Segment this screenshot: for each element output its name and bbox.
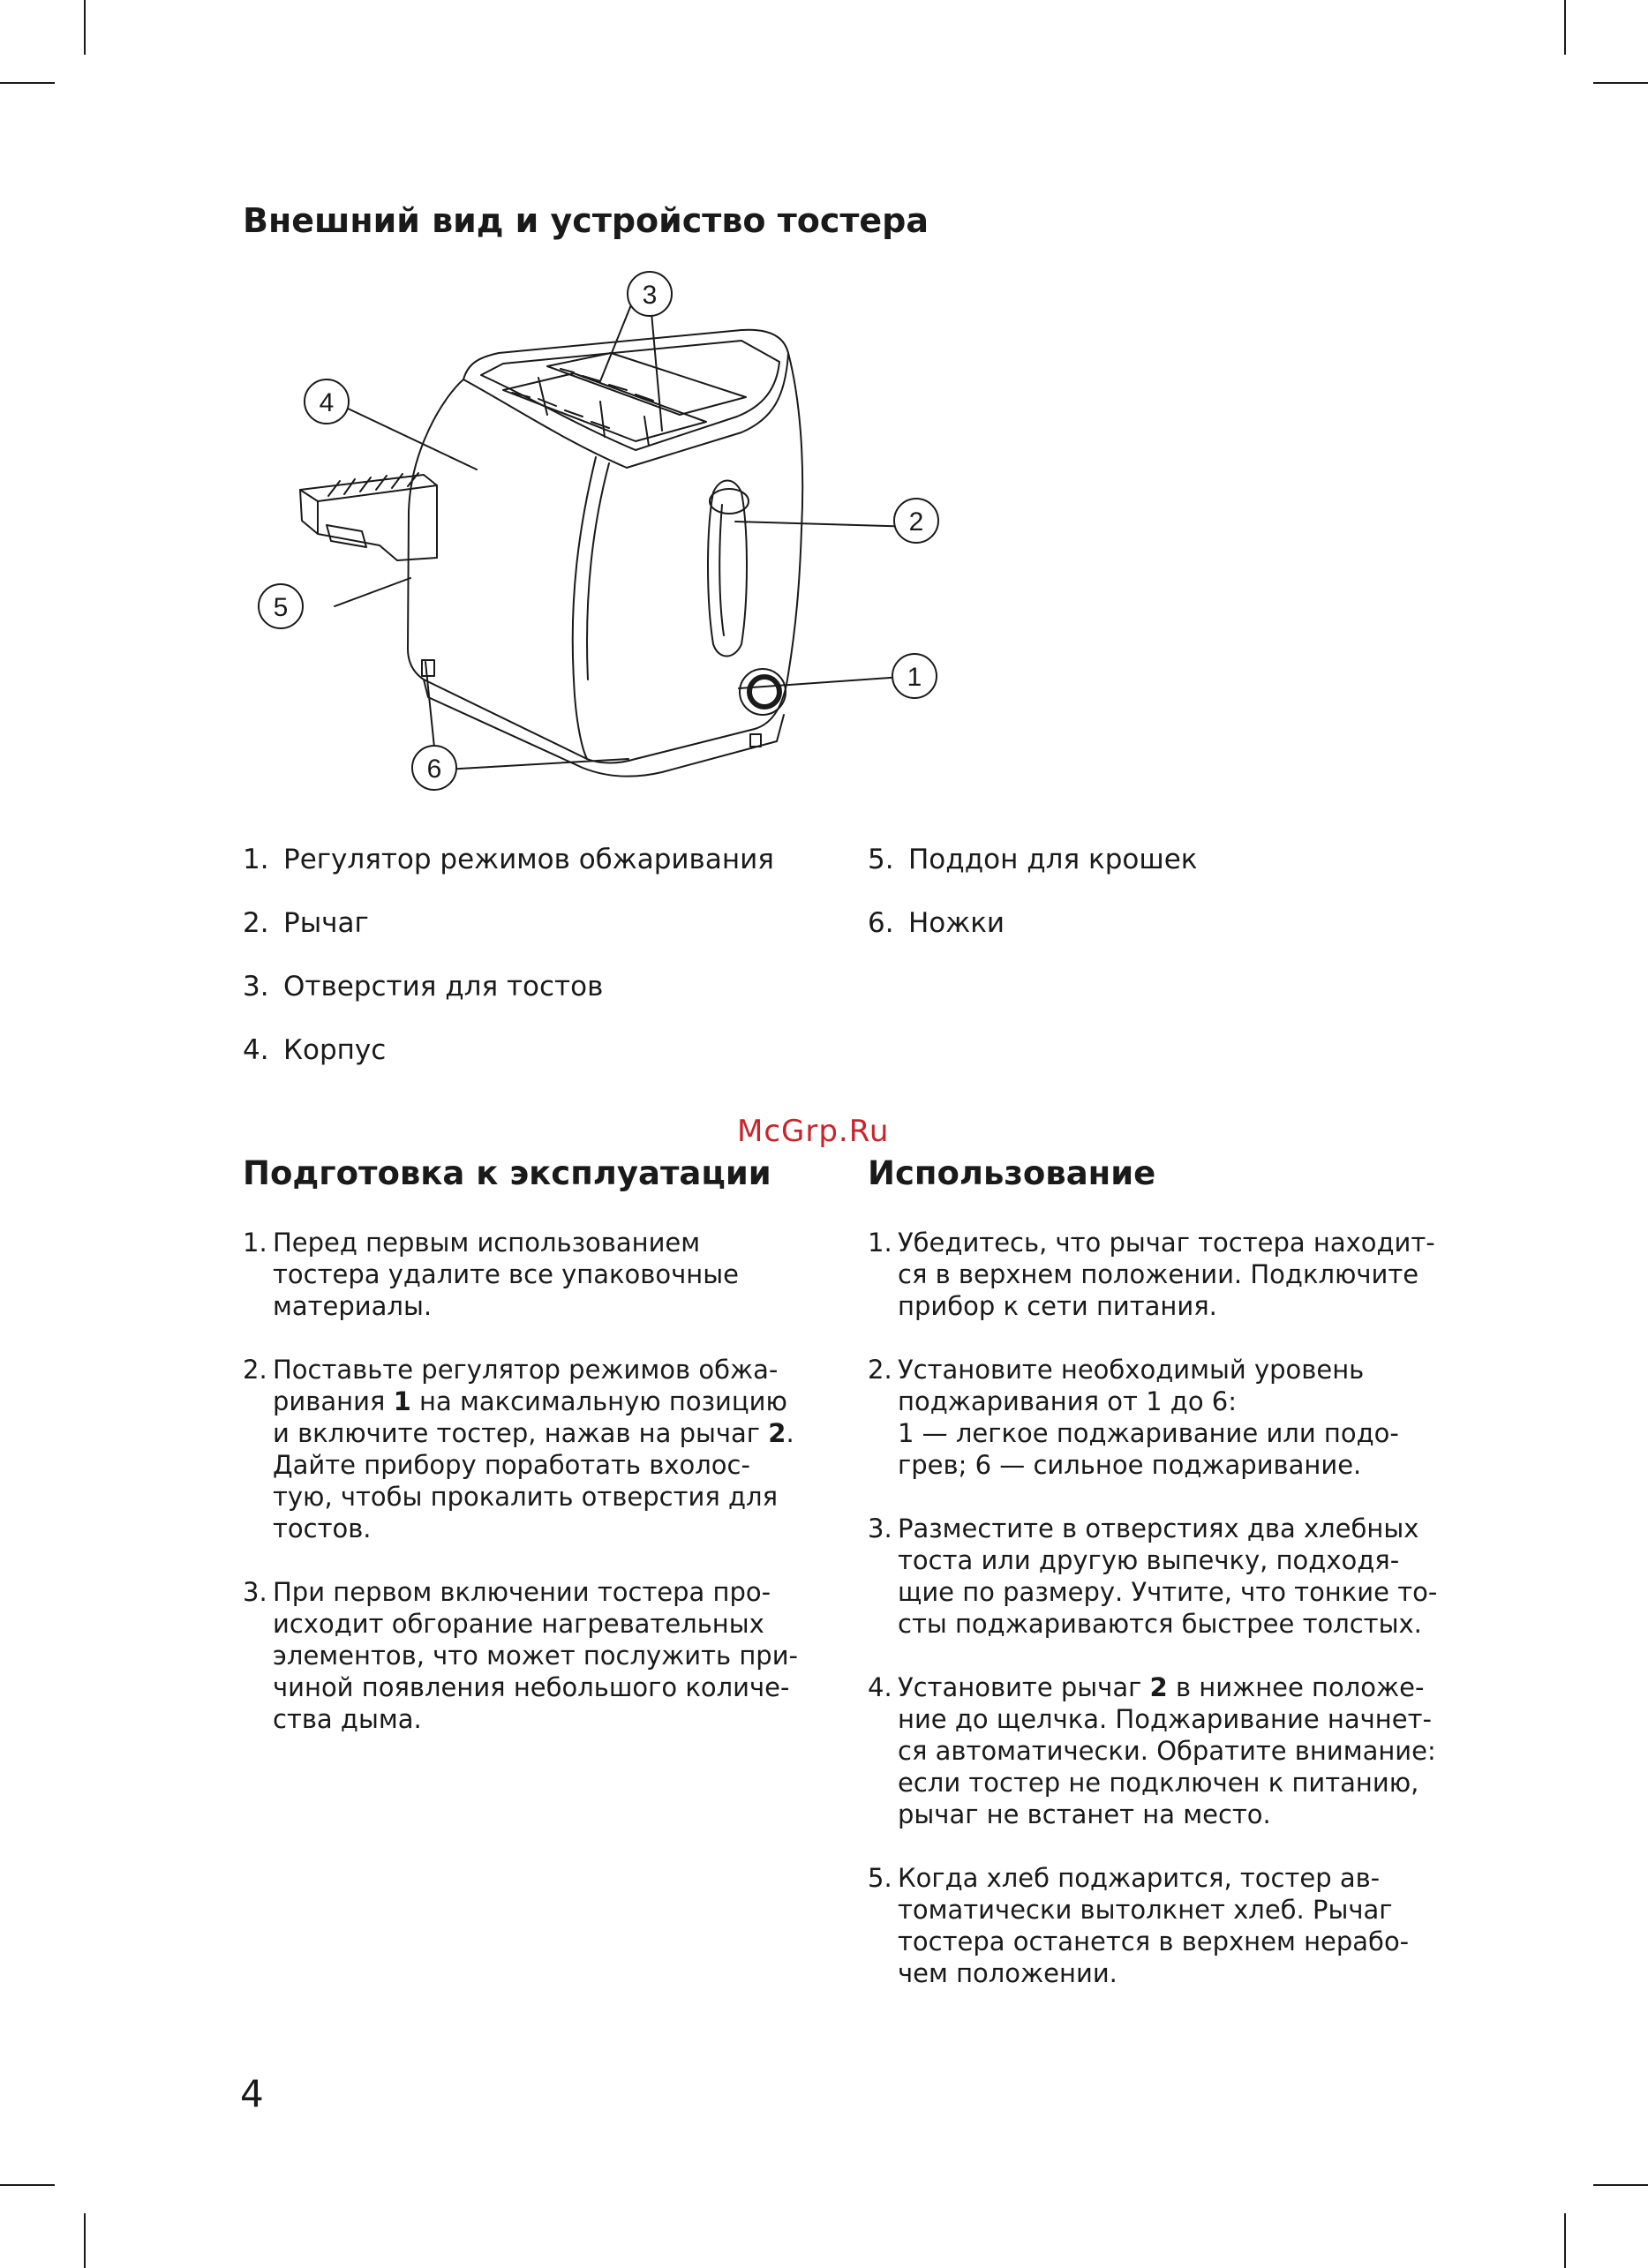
list-item: 1. Перед первым использованием тостера удалите все упаковочные материалы. xyxy=(243,1228,739,1321)
list-item: 4. Установите рычаг 2 в нижнее положе- ние до щелчка. Поджаривание начнет- ся автоматически. Обратите внимание: если тостер не подключен к питанию, рычаг не встанет на место. xyxy=(868,1672,1436,1829)
list-item: 4. Корпус xyxy=(243,1034,387,1066)
crop-mark xyxy=(84,0,86,55)
crumb-tray xyxy=(300,475,437,501)
preparation-steps xyxy=(243,1227,825,1767)
callout-label-4: 4 xyxy=(319,388,335,417)
parts-list-left xyxy=(243,838,774,1093)
list-item: 2. Поставьте регулятор режимов обжа- ривания 1 на максимальную позицию и включите тостер, нажав на рычаг 2. Дайте прибору поработать вхолос- тую, чтобы прокалить отверстия для тостов. xyxy=(243,1355,794,1543)
crop-mark xyxy=(1564,0,1566,55)
list-item: 3. Разместите в отверстиях два хлебных тоста или другую выпечку, подходя- щие по размеру. Учтите, что тонкие то- сты поджариваются быстрее толстых. xyxy=(868,1513,1438,1639)
list-item: 2. Установите необходимый уровень поджаривания от 1 до 6: 1 — легкое поджаривание или подо- грев; 6 — сильное поджаривание. xyxy=(868,1355,1399,1480)
lever-slot xyxy=(708,481,747,657)
page-number: 4 xyxy=(240,2072,264,2115)
usage-steps xyxy=(868,1227,1468,2021)
callout-label-6: 6 xyxy=(426,755,442,784)
list-item: 2. Рычаг xyxy=(243,907,369,939)
crop-mark xyxy=(1593,82,1648,84)
callout-label-3: 3 xyxy=(642,281,658,310)
preparation-heading: Подготовка к эксплуатации xyxy=(243,1154,771,1192)
list-item: 3. Отверстия для тостов xyxy=(243,971,604,1003)
watermark: McGrp.Ru xyxy=(737,1114,890,1149)
crop-mark xyxy=(1593,2184,1648,2186)
list-item: 1. Регулятор режимов обжаривания xyxy=(243,844,774,875)
toaster-diagram xyxy=(247,265,971,812)
crop-mark xyxy=(1564,2213,1566,2268)
callout-label-1: 1 xyxy=(907,663,922,692)
toast-slot-back xyxy=(547,353,746,415)
callout-label-5: 5 xyxy=(273,593,289,622)
list-item: 1. Убедитесь, что рычаг тостера находит- ся в верхнем положении. Подключите прибор к сети питания. xyxy=(868,1228,1435,1321)
parts-list-right xyxy=(868,838,1198,965)
usage-heading: Использование xyxy=(868,1154,1156,1192)
callout-label-2: 2 xyxy=(908,507,924,537)
list-item: 6. Ножки xyxy=(868,907,1005,939)
list-item: 3. При первом включении тостера про- исходит обгорание нагревательных элементов, что может послужить при- чиной появления небольшого количе- ства дыма. xyxy=(243,1577,799,1734)
toaster-body xyxy=(408,330,802,763)
list-item: 5. Поддон для крошек xyxy=(868,844,1198,875)
toaster-top xyxy=(463,353,788,468)
crop-mark xyxy=(84,2213,86,2268)
section-title: Внешний вид и устройство тостера xyxy=(243,201,929,240)
crop-mark xyxy=(0,2184,55,2186)
crop-mark xyxy=(0,82,55,84)
list-item: 5. Когда хлеб поджарится, тостер ав- томатически вытолкнет хлеб. Рычаг тостера останется в верхнем нерабо- чем положении. xyxy=(868,1863,1410,1988)
